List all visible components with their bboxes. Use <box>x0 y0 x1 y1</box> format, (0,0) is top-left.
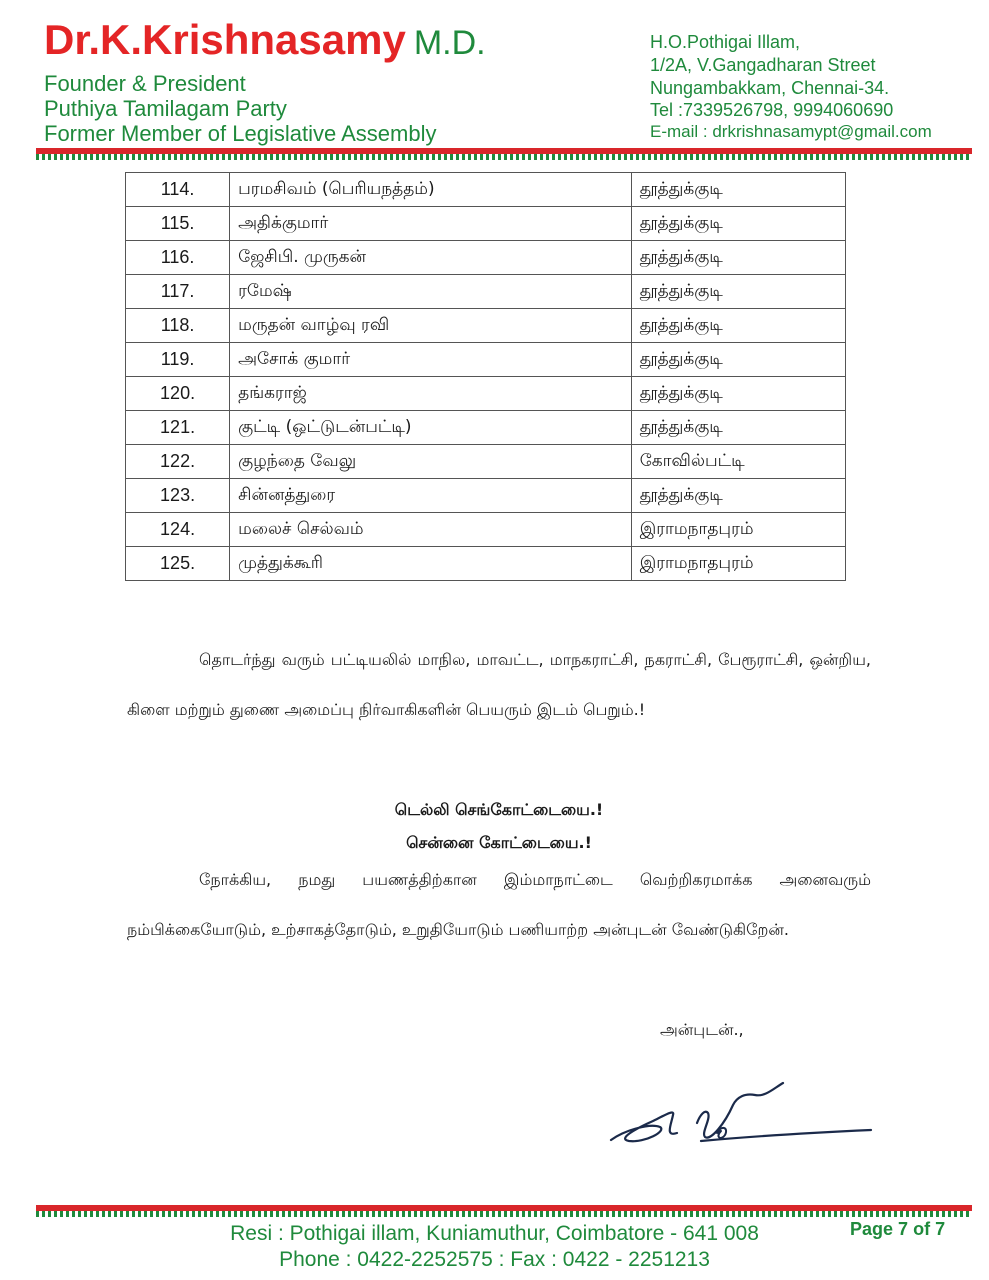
table-row <box>126 479 846 513</box>
member-place: தூத்துக்குடி <box>631 173 845 207</box>
row-number: 123. <box>126 479 230 513</box>
address-line-4: Tel :7339526798, 9994060690 <box>650 100 894 120</box>
table-row <box>126 411 846 445</box>
row-number: 115. <box>126 207 230 241</box>
member-name: குழந்தை வேலு <box>230 445 632 479</box>
letterhead-name <box>44 14 486 69</box>
page-current: 7 <box>898 1219 909 1239</box>
member-table-body <box>126 173 846 581</box>
page-label: Page <box>850 1219 894 1239</box>
member-name: குட்டி (ஒட்டுடன்பட்டி) <box>230 411 632 445</box>
table-row <box>126 207 846 241</box>
member-place: தூத்துக்குடி <box>631 275 845 309</box>
letterhead-title-2: Puthiya Tamilagam Party <box>44 96 287 121</box>
row-number: 114. <box>126 173 230 207</box>
member-place: தூத்துக்குடி <box>631 309 845 343</box>
address-line-2: 1/2A, V.Gangadharan Street <box>650 55 876 75</box>
row-number: 121. <box>126 411 230 445</box>
table-row <box>126 309 846 343</box>
page-of: of <box>913 1219 931 1239</box>
member-name: ரமேஷ் <box>230 275 632 309</box>
member-place: தூத்துக்குடி <box>631 377 845 411</box>
member-name: முத்துக்கூரி <box>230 547 632 581</box>
member-place: தூத்துக்குடி <box>631 241 845 275</box>
member-place: இராமநாதபுரம் <box>631 513 845 547</box>
row-number: 124. <box>126 513 230 547</box>
table-row <box>126 547 846 581</box>
member-place: தூத்துக்குடி <box>631 479 845 513</box>
row-number: 117. <box>126 275 230 309</box>
row-number: 120. <box>126 377 230 411</box>
paragraph-appeal: நோக்கிய, நமது பயணத்திற்கான இம்மாநாட்டை வெற்றிகரமாக்க அனைவரும் நம்பிக்கையோடும், உற்சாகத்தோடும், உறுதியோடும் பணியாற்ற அன்புடன் வேண்டுகிறேன். <box>127 870 871 939</box>
slogan-delhi: டெல்லி செங்கோட்டையை.! <box>394 800 604 819</box>
row-number: 125. <box>126 547 230 581</box>
page-number <box>850 1219 945 1240</box>
member-name: மலைச் செல்வம் <box>230 513 632 547</box>
member-place: தூத்துக்குடி <box>631 411 845 445</box>
member-name: அசோக் குமார் <box>230 343 632 377</box>
member-place: இராமநாதபுரம் <box>631 547 845 581</box>
member-table <box>125 172 846 581</box>
letterhead-name-text: Dr.K.Krishnasamy <box>44 16 406 63</box>
footer-divider-green <box>36 1211 972 1217</box>
member-place: கோவில்பட்டி <box>631 445 845 479</box>
table-row <box>126 173 846 207</box>
member-name: சின்னத்துரை <box>230 479 632 513</box>
member-name: ஜேசிபி. முருகன் <box>230 241 632 275</box>
row-number: 122. <box>126 445 230 479</box>
page-total: 7 <box>935 1219 946 1239</box>
closing-salutation: அன்புடன்., <box>660 1020 744 1039</box>
member-place: தூத்துக்குடி <box>631 207 845 241</box>
table-row <box>126 241 846 275</box>
row-number: 116. <box>126 241 230 275</box>
footer-residence: Resi : Pothigai illam, Kuniamuthur, Coimbatore - 641 008 <box>230 1222 759 1245</box>
footer-phone: Phone : 0422-2252575 : Fax : 0422 - 2251213 <box>279 1248 710 1271</box>
row-number: 119. <box>126 343 230 377</box>
table-row <box>126 343 846 377</box>
paragraph-list-note: தொடர்ந்து வரும் பட்டியலில் மாநில, மாவட்ட, மாநகராட்சி, நகராட்சி, பேரூராட்சி, ஒன்றிய, கிளை மற்றும் துணை அமைப்பு நிர்வாகிகளின் பெயரும் இடம் பெறும்.! <box>127 650 871 719</box>
signature-image <box>605 1075 880 1155</box>
table-row <box>126 275 846 309</box>
address-line-1: H.O.Pothigai Illam, <box>650 32 801 52</box>
member-name: மருதன் வாழ்வு ரவி <box>230 309 632 343</box>
letterhead-degree: M.D. <box>413 24 486 62</box>
address-email: E-mail : drkrishnasamypt@gmail.com <box>650 122 932 141</box>
member-name: அதிக்குமார் <box>230 207 632 241</box>
letterhead-title-1: Founder & President <box>44 71 246 96</box>
member-place: தூத்துக்குடி <box>631 343 845 377</box>
address-line-3: Nungambakkam, Chennai-34. <box>650 78 890 98</box>
slogan-chennai: சென்னை கோட்டையை.! <box>406 833 592 852</box>
letterhead-title-3: Former Member of Legislative Assembly <box>44 121 437 146</box>
member-name: தங்கராஜ் <box>230 377 632 411</box>
row-number: 118. <box>126 309 230 343</box>
table-row <box>126 445 846 479</box>
table-row <box>126 513 846 547</box>
header-divider-green <box>36 154 972 160</box>
member-name: பரமசிவம் (பெரியநத்தம்) <box>230 173 632 207</box>
table-row <box>126 377 846 411</box>
